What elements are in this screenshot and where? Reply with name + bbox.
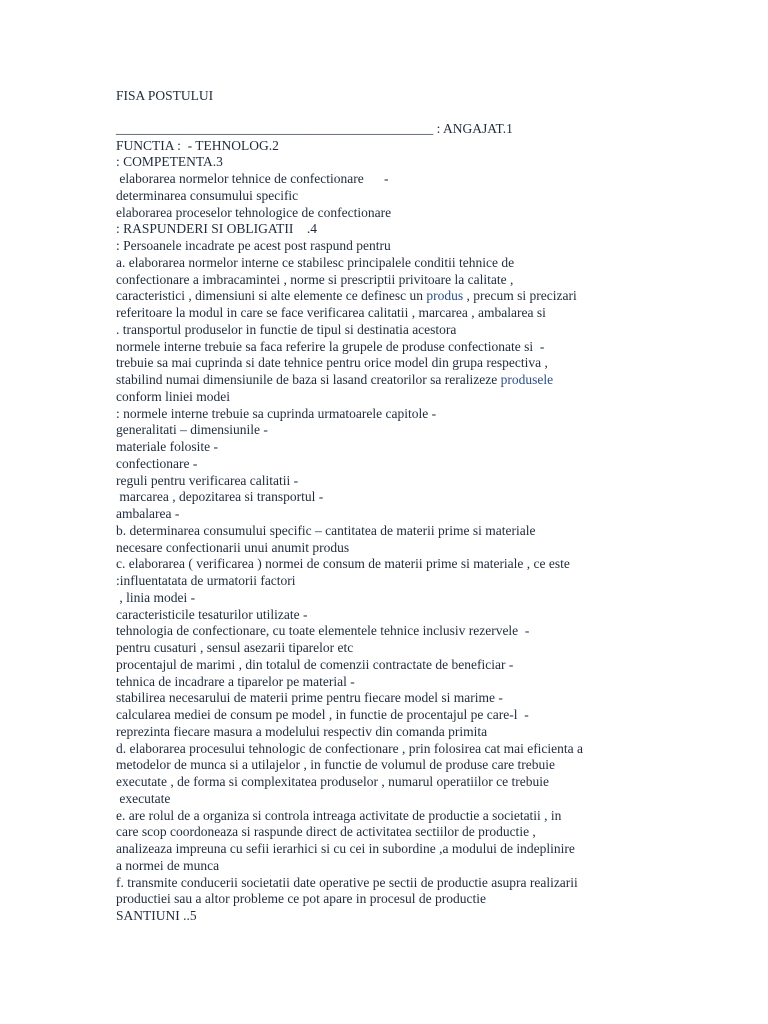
document-line: conform liniei modei — [116, 388, 230, 404]
document-link[interactable]: produsele — [500, 372, 554, 387]
document-line: confectionare a imbracamintei , norme si prescriptii privitoare la calitate , — [116, 271, 514, 287]
document-line: caracteristicile tesaturilor utilizate - — [116, 606, 308, 622]
document-line: marcarea , depozitarea si transportul - — [116, 489, 324, 505]
document-line: ambalarea - — [116, 506, 180, 521]
document-line: necesare confectionarii unui anumit produs — [116, 539, 350, 555]
document-line: a. elaborarea normelor interne ce stabilesc principalele conditii tehnice de — [116, 254, 515, 270]
document-line: reguli pentru verificarea calitatii - — [116, 472, 299, 488]
document-line: f. transmite conducerii societatii date operative pe sectii de productie asupra realizarii — [116, 874, 578, 890]
document-line: c. elaborarea ( verificarea ) normei de consum de materii prime si materiale , ce este — [116, 556, 570, 572]
document-line: b. determinarea consumului specific – cantitatea de materii prime si materiale — [116, 522, 536, 538]
document-line: trebuie sa mai cuprinda si date tehnice pentru orice model din grupa respectiva , — [116, 355, 548, 371]
document-line: SANTIUNI ..5 — [116, 908, 197, 923]
document-line: FUNCTIA : - TEHNOLOG.2 — [116, 137, 279, 153]
document-line: : COMPETENTA.3 — [116, 154, 223, 170]
document-line: executate — [116, 790, 171, 806]
document-line: materiale folosite - — [116, 439, 218, 454]
document-line: . transportul produselor in functie de tipul si destinatia acestora — [116, 321, 457, 337]
document-line: confectionare - — [116, 455, 198, 471]
document-line: :influentatata de urmatorii factori — [116, 573, 296, 588]
document-line: determinarea consumului specific — [116, 187, 299, 203]
document-line: _______________________________________________ : ANGAJAT.1 — [116, 120, 513, 136]
document-line: referitoare la modul in care se face verificarea calitatii , marcarea , ambalarea si — [116, 305, 546, 320]
document-line: , linia modei - — [116, 589, 196, 605]
document-body — [116, 88, 656, 925]
document-line: tehnica de incadrare a tiparelor pe material - — [116, 673, 355, 689]
document-line: pentru cusaturi , sensul asezarii tiparelor etc — [116, 640, 354, 655]
document-line-with-link: stabilind numai dimensiunile de baza si lasand creatorilor sa reralizeze produsele — [116, 372, 554, 387]
document-line-with-link: caracteristici , dimensiuni si alte elemente ce definesc un produs , precum si precizari — [116, 288, 577, 304]
document-line: care scop coordoneaza si raspunde direct de activitatea sectiilor de productie , — [116, 824, 536, 840]
document-line: tehnologia de confectionare, cu toate elementele tehnice inclusiv rezervele - — [116, 623, 530, 639]
document-line: : Persoanele incadrate pe acest post raspund pentru — [116, 238, 391, 253]
document-line: generalitati – dimensiunile - — [116, 422, 268, 438]
document-line: calcularea mediei de consum pe model , in functie de procentajul pe care-l - — [116, 707, 529, 722]
document-line: reprezinta fiecare masura a modelului respectiv din comanda primita — [116, 723, 488, 739]
document-line: analizeaza impreuna cu sefii ierarhici si cu cei in subordine ,a modului de indeplinire — [116, 841, 575, 856]
document-line: executate , de forma si complexitatea produselor , numarul operatiilor ce trebuie — [116, 774, 549, 789]
document-line: procentajul de marimi , din totalul de comenzii contractate de beneficiar - — [116, 656, 514, 672]
document-line: d. elaborarea procesului tehnologic de confectionare , prin folosirea cat mai eficienta a — [116, 740, 584, 756]
document-line: e. are rolul de a organiza si controla intreaga activitate de productie a societatii , in — [116, 807, 562, 823]
document-line: a normei de munca — [116, 857, 220, 873]
document-line: productiei sau a altor probleme ce pot apare in procesul de productie — [116, 891, 486, 907]
document-link[interactable]: produs — [426, 288, 464, 304]
document-line: stabilirea necesarului de materii prime pentru fiecare model si marime - — [116, 690, 503, 706]
document-line: metodelor de munca si a utilajelor , in functie de volumul de produse care trebuie — [116, 757, 555, 773]
document-line: elaborarea proceselor tehnologice de confectionare — [116, 204, 392, 220]
document-line: elaborarea normelor tehnice de confectionare - — [116, 171, 389, 186]
document-line: : normele interne trebuie sa cuprinda urmatoarele capitole - — [116, 405, 437, 421]
document-title: FISA POSTULUI — [116, 88, 214, 103]
document-line: : RASPUNDERI SI OBLIGATII .4 — [116, 221, 318, 237]
document-line: normele interne trebuie sa faca referire la grupele de produse confectionate si - — [116, 338, 545, 354]
